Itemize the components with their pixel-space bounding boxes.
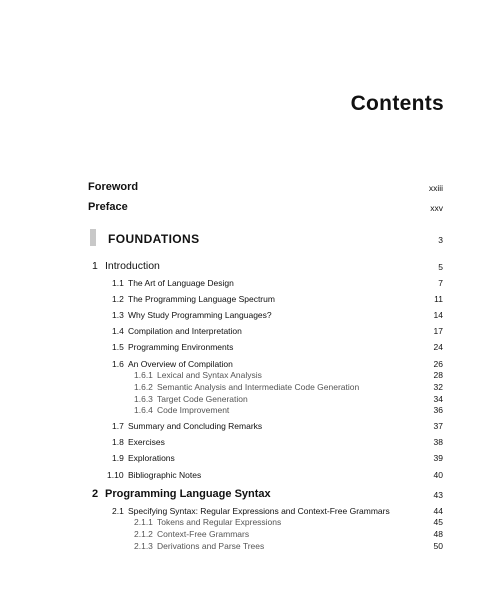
subsection-title: Lexical and Syntax Analysis bbox=[157, 370, 262, 380]
subsection-title: Tokens and Regular Expressions bbox=[157, 517, 282, 527]
section-number: 1.1 bbox=[112, 278, 124, 288]
subsection-number: 1.6.3 bbox=[134, 394, 153, 404]
subsection-page: 45 bbox=[433, 517, 443, 527]
toc-entry-page: xxiii bbox=[428, 183, 443, 193]
section-title: Specifying Syntax: Regular Expressions and Context-Free Grammars bbox=[128, 506, 390, 516]
section-number: 1.7 bbox=[112, 421, 124, 431]
section-page: 26 bbox=[433, 359, 443, 369]
section-title: Summary and Concluding Remarks bbox=[128, 421, 263, 431]
subsection-number: 1.6.2 bbox=[134, 382, 153, 392]
toc-section-1-10[interactable] bbox=[0, 470, 487, 484]
section-page: 11 bbox=[434, 294, 443, 304]
toc-section-1-4[interactable] bbox=[0, 326, 487, 340]
toc-part-foundations[interactable] bbox=[0, 232, 487, 246]
toc-section-1-7[interactable] bbox=[0, 421, 487, 435]
section-number: 1.6 bbox=[112, 359, 124, 369]
section-page: 7 bbox=[438, 278, 443, 288]
subsection-title: Target Code Generation bbox=[157, 394, 248, 404]
toc-entry-page: xxv bbox=[430, 203, 443, 213]
chapter-number: 1 bbox=[92, 260, 98, 272]
section-title: Exercises bbox=[128, 437, 165, 447]
section-number: 1.8 bbox=[112, 437, 124, 447]
subsection-title: Code Improvement bbox=[157, 405, 230, 415]
section-title: Compilation and Interpretation bbox=[128, 326, 242, 336]
section-title: The Art of Language Design bbox=[128, 278, 234, 288]
subsection-number: 2.1.2 bbox=[134, 529, 153, 539]
section-number: 1.9 bbox=[112, 453, 124, 463]
subsection-number: 2.1.3 bbox=[134, 541, 153, 551]
section-title: Explorations bbox=[128, 453, 175, 463]
chapter-page: 43 bbox=[433, 490, 443, 500]
section-number: 2.1 bbox=[112, 506, 124, 516]
toc-part-page: 3 bbox=[438, 235, 443, 245]
subsection-page: 36 bbox=[433, 405, 443, 415]
chapter-page: 5 bbox=[438, 262, 443, 272]
subsection-title: Semantic Analysis and Intermediate Code Generation bbox=[157, 382, 360, 392]
section-number: 1.4 bbox=[112, 326, 124, 336]
toc-subsection-2-1-3[interactable] bbox=[0, 541, 487, 555]
chapter-title: Introduction bbox=[105, 260, 160, 272]
section-page: 39 bbox=[433, 453, 443, 463]
subsection-number: 1.6.4 bbox=[134, 405, 153, 415]
subsection-title: Derivations and Parse Trees bbox=[157, 541, 265, 551]
subsection-page: 32 bbox=[433, 382, 443, 392]
section-page: 40 bbox=[433, 470, 443, 480]
page-title: Contents bbox=[350, 92, 444, 115]
toc-chapter-1[interactable] bbox=[0, 260, 487, 274]
toc-entry-label: Preface bbox=[88, 201, 128, 213]
section-number: 1.10 bbox=[107, 470, 124, 480]
toc-part-label: FOUNDATIONS bbox=[108, 232, 200, 246]
toc-section-1-9[interactable] bbox=[0, 453, 487, 467]
section-number: 1.5 bbox=[112, 342, 124, 352]
toc-section-1-5[interactable] bbox=[0, 342, 487, 356]
toc-section-1-8[interactable] bbox=[0, 437, 487, 451]
section-page: 14 bbox=[433, 310, 443, 320]
subsection-number: 1.6.1 bbox=[134, 370, 153, 380]
section-page: 24 bbox=[433, 342, 443, 352]
subsection-page: 34 bbox=[433, 394, 443, 404]
section-number: 1.2 bbox=[112, 294, 124, 304]
toc-section-1-1[interactable] bbox=[0, 278, 487, 292]
toc-section-1-3[interactable] bbox=[0, 310, 487, 324]
section-title: Programming Environments bbox=[128, 342, 234, 352]
section-number: 1.3 bbox=[112, 310, 124, 320]
toc-section-1-2[interactable] bbox=[0, 294, 487, 308]
section-title: An Overview of Compilation bbox=[128, 359, 233, 369]
section-page: 37 bbox=[433, 421, 443, 431]
chapter-title: Programming Language Syntax bbox=[105, 488, 271, 500]
toc-chapter-2[interactable] bbox=[0, 488, 487, 502]
section-page: 38 bbox=[433, 437, 443, 447]
section-title: The Programming Language Spectrum bbox=[128, 294, 275, 304]
section-page: 44 bbox=[433, 506, 443, 516]
subsection-number: 2.1.1 bbox=[134, 517, 153, 527]
toc-entry-label: Foreword bbox=[88, 181, 139, 193]
section-title: Bibliographic Notes bbox=[128, 470, 202, 480]
toc-subsection-1-6-4[interactable] bbox=[0, 405, 487, 419]
subsection-title: Context-Free Grammars bbox=[157, 529, 250, 539]
toc-entry-preface[interactable] bbox=[0, 201, 487, 215]
chapter-number: 2 bbox=[92, 488, 99, 500]
toc-entry-foreword[interactable] bbox=[0, 181, 487, 195]
subsection-page: 48 bbox=[433, 529, 443, 539]
subsection-page: 28 bbox=[433, 370, 443, 380]
section-title: Why Study Programming Languages? bbox=[128, 310, 272, 320]
subsection-page: 50 bbox=[433, 541, 443, 551]
section-page: 17 bbox=[433, 326, 443, 336]
